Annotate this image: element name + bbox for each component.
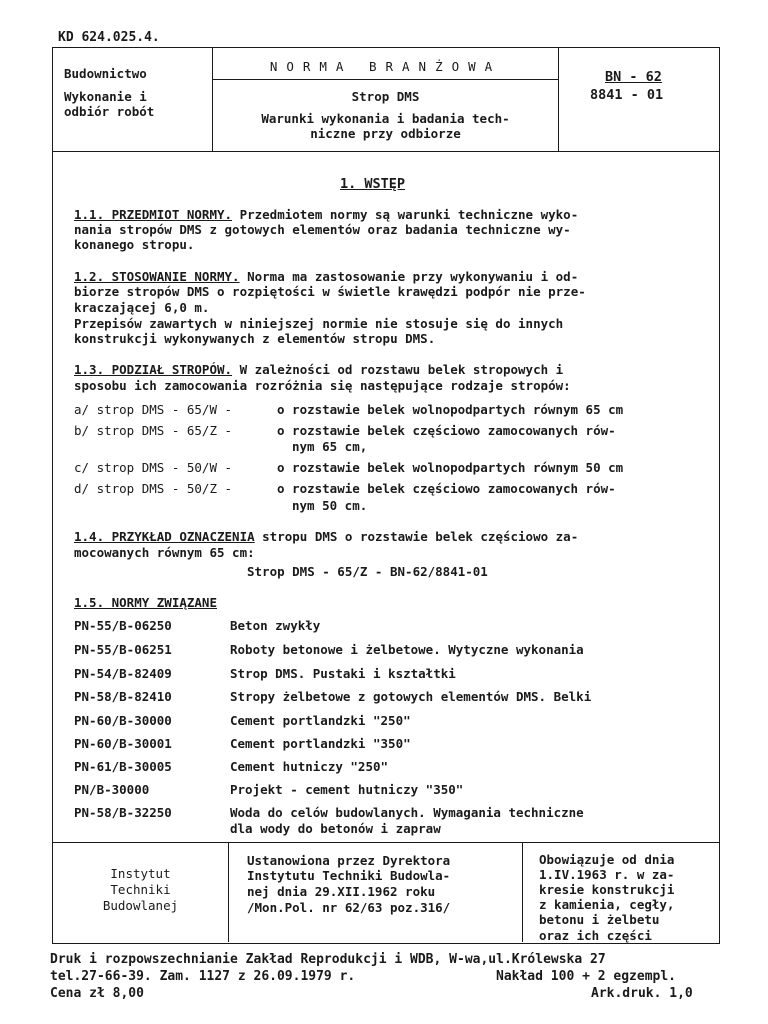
paragraph-1-2-line: kraczającej 6,0 m. [74, 300, 210, 315]
standard-subtitle-line-1: Warunki wykonania i badania tech- [261, 111, 510, 126]
related-standard-title: Strop DMS. Pustaki i kształtki [230, 666, 456, 681]
paragraph-1-2-line: biorze stropów DMS o rozpiętości w świetle krawędzi podpór nie prze- [74, 284, 586, 299]
slab-type-text-cont: nym 65 cm, [292, 439, 368, 454]
designation-example: Strop DMS - 65/Z - BN-62/8841-01 [247, 564, 488, 579]
slab-type-text: o rozstawie belek częściowo zamocowanych rów- [277, 481, 616, 496]
order-line: tel.27-66-39. Zam. 1127 z 26.09.1979 r. [50, 969, 356, 984]
standard-number-1: BN - 62 [605, 69, 662, 85]
paragraph-1-2-line: Przepisów zawartych w niniejszej normie nie stosuje się do innych [74, 316, 564, 331]
category-line-1: Budownictwo [64, 66, 147, 81]
printer-line: Druk i rozpowszechnianie Zakład Reprodukcji i WDB, W-wa,ul.Królewska 27 [50, 952, 606, 967]
slab-type-text: o rozstawie belek wolnopodpartych równym 50 cm [277, 460, 624, 475]
institute-line: Techniki [110, 882, 171, 897]
section-heading: 1. WSTĘP [340, 176, 406, 192]
related-standard-title: Projekt - cement hutniczy "350" [230, 782, 464, 797]
paragraph-1-1-line: konanego stropu. [74, 237, 195, 252]
establishment-line: /Mon.Pol. nr 62/63 poz.316/ [247, 900, 451, 915]
category-line-2: Wykonanie i [64, 89, 147, 104]
related-standard-title: Cement portlandzki "250" [230, 713, 411, 728]
related-standard-code: PN-58/B-32250 [74, 805, 172, 820]
document-code: KD 624.025.4. [58, 30, 160, 45]
paragraph-1-3-line: sposobu ich zamocowania rozróżnia się następujące rodzaje stropów: [74, 378, 571, 393]
validity-line: kresie konstrukcji [539, 882, 675, 897]
related-standard-code: PN-55/B-06250 [74, 618, 172, 633]
related-standard-code: PN-55/B-06251 [74, 642, 172, 657]
header-norm-divider [213, 79, 558, 80]
bottom-divider-left [228, 843, 229, 942]
print-run: Nakład 100 + 2 egzempl. [496, 969, 677, 984]
header-bottom-line [53, 151, 719, 152]
validity-line: z kamienia, cegły, [539, 897, 675, 912]
paragraph-1-1-line: nania stropów DMS z gotowych elementów oraz badania techniczne wy- [74, 222, 571, 237]
price: Cena zł 8,00 [50, 986, 144, 1001]
related-standard-title: Roboty betonowe i żelbetowe. Wytyczne wykonania [230, 642, 584, 657]
slab-type-text: o rozstawie belek częściowo zamocowanych rów- [277, 423, 616, 438]
institute-line: Budowlanej [102, 898, 179, 913]
slab-type-label: b/ strop DMS - 65/Z - [74, 423, 233, 438]
slab-type-label: c/ strop DMS - 50/W - [74, 460, 233, 475]
slab-type-text: o rozstawie belek wolnopodpartych równym 65 cm [277, 402, 624, 417]
related-standard-title: Cement hutniczy "250" [230, 759, 389, 774]
header-divider-right [558, 48, 559, 151]
related-standard-title: Woda do celów budowlanych. Wymagania techniczne [230, 805, 584, 820]
related-standard-title: Cement portlandzki "350" [230, 736, 411, 751]
related-standard-code: PN-60/B-30001 [74, 736, 172, 751]
slab-type-label: a/ strop DMS - 65/W - [74, 402, 233, 417]
standard-title: Strop DMS [351, 89, 420, 104]
bottom-divider-right [522, 843, 523, 942]
institute-line: Instytut [110, 866, 171, 881]
related-standard-title: Stropy żelbetowe z gotowych elementów DMS. Belki [230, 689, 592, 704]
related-standard-code: PN/B-30000 [74, 782, 150, 797]
paragraph-1-2-line: Norma ma zastosowanie przy wykonywaniu i od- [239, 269, 579, 284]
validity-line: Obowiązuje od dnia [539, 852, 675, 867]
paragraph-1-5-lead: 1.5. NORMY ZWIĄZANE [74, 595, 217, 610]
establishment-line: Ustanowiona przez Dyrektora [247, 853, 451, 868]
paragraph-1-3-lead: 1.3. PODZIAŁ STROPÓW. [74, 362, 233, 377]
category-line-3: odbiór robót [64, 104, 155, 119]
related-standard-title: Beton zwykły [230, 618, 321, 633]
standard-subtitle-line-2: niczne przy odbiorze [310, 126, 461, 141]
paragraph-1-1-line: Przedmiotem normy są warunki techniczne wyko- [232, 207, 579, 222]
printing-sheets: Ark.druk. 1,0 [591, 986, 693, 1001]
paragraph-1-3-line: W zależności od rozstawu belek stropowych i [232, 362, 564, 377]
related-standard-title-cont: dla wody do betonów i zapraw [230, 821, 441, 836]
related-standard-code: PN-54/B-82409 [74, 666, 172, 681]
paragraph-1-2-line: konstrukcji wykonywanych z elementów stropu DMS. [74, 331, 436, 346]
related-standard-code: PN-60/B-30000 [74, 713, 172, 728]
slab-type-text-cont: nym 50 cm. [292, 498, 368, 513]
bottom-box-top-line [53, 842, 719, 843]
standard-number-2: 8841 - 01 [590, 87, 664, 103]
paragraph-1-4-line: stropu DMS o rozstawie belek częściowo za- [254, 529, 579, 544]
paragraph-1-2-lead: 1.2. STOSOWANIE NORMY. [74, 269, 240, 284]
establishment-line: Instytutu Techniki Budowla- [247, 868, 451, 883]
validity-line: 1.IV.1963 r. w za- [539, 867, 675, 882]
paragraph-1-1-lead: 1.1. PRZEDMIOT NORMY. [74, 207, 233, 222]
establishment-line: nej dnia 29.XII.1962 roku [247, 884, 436, 899]
related-standard-code: PN-58/B-82410 [74, 689, 172, 704]
paragraph-1-4-lead: 1.4. PRZYKŁAD OZNACZENIA [74, 529, 255, 544]
norm-label: NORMA BRANŻOWA [269, 59, 502, 74]
slab-type-label: d/ strop DMS - 50/Z - [74, 481, 233, 496]
validity-line: betonu i żelbetu [539, 912, 660, 927]
validity-line: oraz ich części [539, 928, 652, 943]
paragraph-1-4-line: mocowanych równym 65 cm: [74, 545, 255, 560]
related-standard-code: PN-61/B-30005 [74, 759, 172, 774]
